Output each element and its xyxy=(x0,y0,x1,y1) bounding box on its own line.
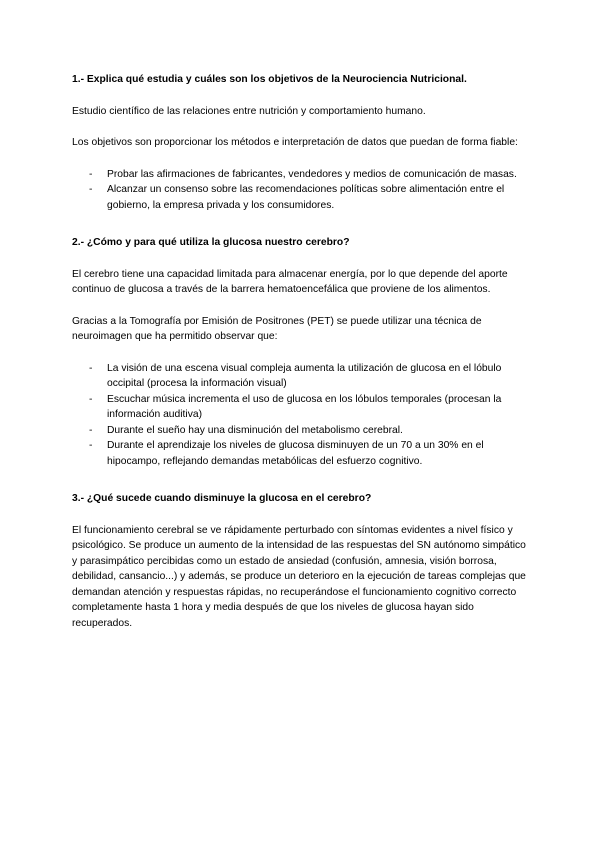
list-item-text: Probar las afirmaciones de fabricantes, vendedores y medios de comunicación de masas. xyxy=(107,168,517,180)
list-item-text: Durante el aprendizaje los niveles de glucosa disminuyen de un 70 a un 30% en el hipocampo, reflejando demandas metabólicas del esfuerzo cognitivo. xyxy=(107,440,484,467)
bullet-dash: - xyxy=(89,362,93,374)
section-1-heading: 1.- Explica qué estudia y cuáles son los objetivos de la Neurociencia Nutricional. xyxy=(72,74,467,85)
list-item-text: Escuchar música incrementa el uso de glucosa en los lóbulos temporales (procesan la información auditiva) xyxy=(107,393,502,420)
list-item xyxy=(72,423,532,439)
section-3-paragraph-1: El funcionamiento cerebral se ve rápidamente perturbado con síntomas evidentes a nivel físico y psicológico. Se produce un aumento de la intensidad de las respuestas del SN autónomo simpático y parasimpático percibidas como un estado de ansiedad (confusión, amnesia, visión borrosa, debilidad, cansancio...) y además, se produce un deterioro en la ejecución de tareas complejas que demandan atención y respuestas rápidas, no recuperándose el funcionamiento cognitivo correcto completamente hasta 1 hora y media después de que los niveles de glucosa hayan sido recuperados. xyxy=(72,524,526,629)
section-3-heading: 3.- ¿Qué sucede cuando disminuye la glucosa en el cerebro? xyxy=(72,493,372,504)
section-2-heading: 2.- ¿Cómo y para qué utiliza la glucosa nuestro cerebro? xyxy=(72,237,350,248)
list-item-text: Alcanzar un consenso sobre las recomendaciones políticas sobre alimentación entre el gobierno, la empresa privada y los consumidores. xyxy=(107,184,505,211)
section-1-list xyxy=(72,167,532,214)
bullet-dash: - xyxy=(89,393,93,405)
bullet-dash: - xyxy=(89,168,93,180)
bullet-dash: - xyxy=(89,440,93,451)
section-1-paragraph-2: Los objetivos son proporcionar los métodos e interpretación de datos que puedan de forma fiable: xyxy=(72,137,518,148)
list-item xyxy=(72,167,532,183)
bullet-dash: - xyxy=(89,184,93,195)
list-item xyxy=(72,392,532,423)
list-item xyxy=(72,182,532,213)
document-page xyxy=(72,68,532,631)
bullet-dash: - xyxy=(89,424,93,436)
section-2-paragraph-1: El cerebro tiene una capacidad limitada para almacenar energía, por lo que depende del aporte continuo de glucosa a través de la barrera hematoencefálica que proviene de los alimentos. xyxy=(72,268,508,295)
list-item-text: La visión de una escena visual compleja aumenta la utilización de glucosa en el lóbulo occipital (procesa la información visual) xyxy=(107,362,502,389)
list-item xyxy=(72,361,532,392)
section-2-list xyxy=(72,361,532,470)
section-1-paragraph-1: Estudio científico de las relaciones entre nutrición y comportamiento humano. xyxy=(72,105,426,117)
list-item-text: Durante el sueño hay una disminución del metabolismo cerebral. xyxy=(107,424,403,436)
list-item xyxy=(72,438,532,469)
section-2-paragraph-2: Gracias a la Tomografía por Emisión de Positrones (PET) se puede utilizar una técnica de neuroimagen que ha permitido observar que: xyxy=(72,315,482,342)
